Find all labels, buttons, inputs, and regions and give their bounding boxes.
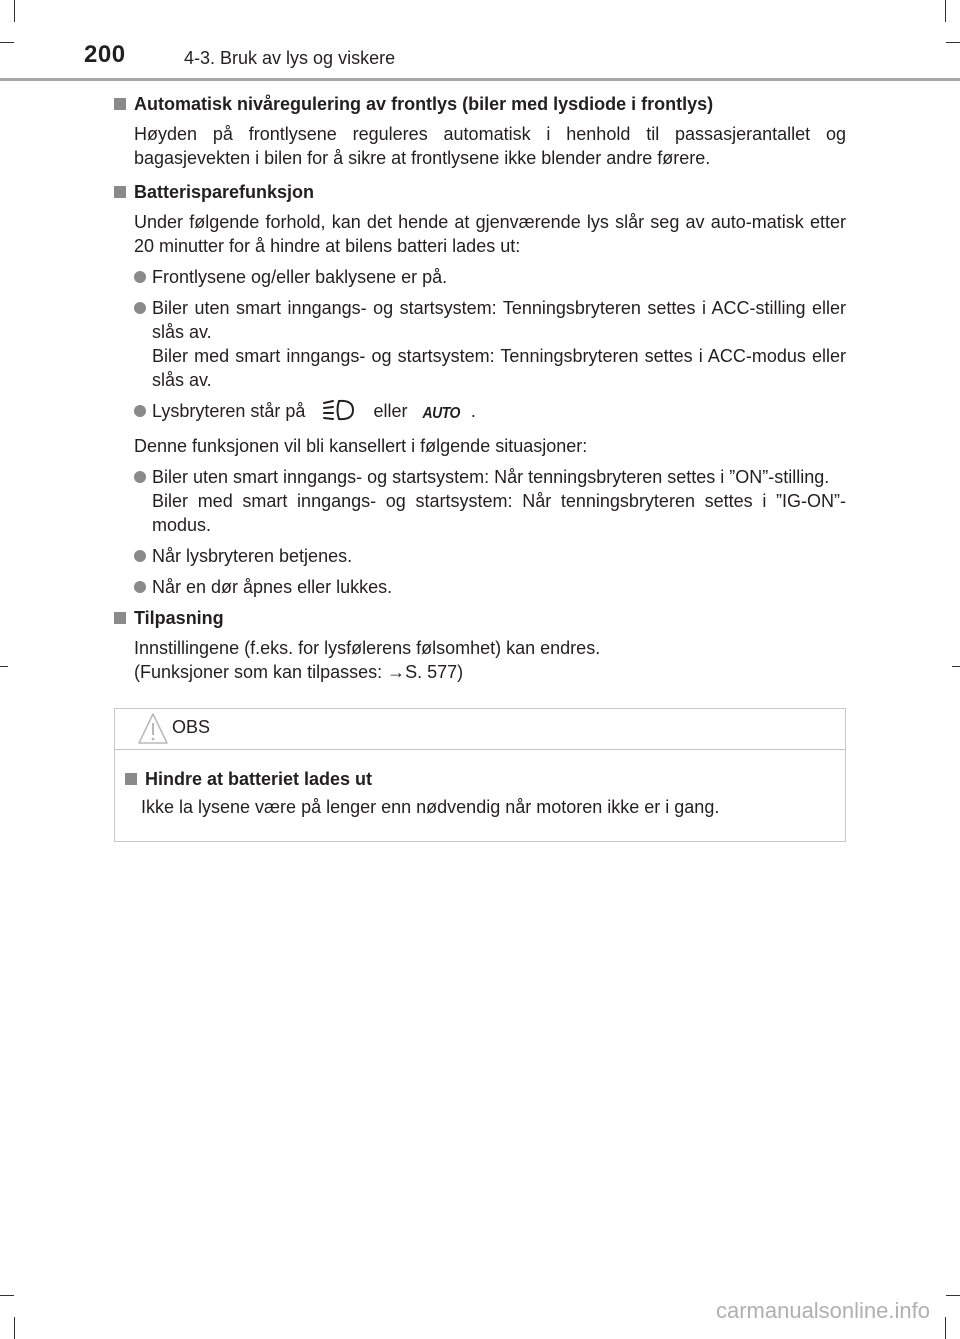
crop-mark — [0, 1295, 14, 1296]
list-item: Når lysbryteren betjenes. — [134, 544, 846, 568]
main-content — [114, 92, 846, 684]
list-item: Biler uten smart inngangs- og startsystem: Når tenningsbryteren settes i ”ON”-stilling. Biler med smart inngangs- og startsystem: Når tenningsbryteren settes i ”IG-ON”-modus. — [134, 465, 846, 537]
warning-triangle-icon — [137, 712, 169, 751]
page-number: 200 — [84, 41, 126, 68]
heading-text: Tilpasning — [134, 608, 224, 628]
heading-obs — [125, 767, 825, 791]
auto-mode-icon: AUTO — [422, 402, 460, 422]
paragraph-obs: Ikke la lysene være på lenger enn nødvendig når motoren ikke er i gang. — [141, 797, 720, 817]
heading-text: Automatisk nivåregulering av frontlys (biler med lysdiode i frontlys) — [134, 94, 714, 114]
crop-mark — [946, 1295, 960, 1296]
paragraph-auto-level: Høyden på frontlysene reguleres automatisk i henhold til passasjerantallet og bagasjevekten i bilen for å sikre at frontlysene ikke blender andre førere. — [134, 124, 846, 168]
crop-mark — [0, 666, 8, 667]
list-item: Frontlysene og/eller baklysene er på. — [134, 265, 846, 289]
list-item: Biler uten smart inngangs- og startsystem: Tenningsbryteren settes i ACC-stilling eller slås av. Biler med smart inngangs- og startsystem: Tenningsbryteren settes i ACC-modus eller slås av. — [134, 296, 846, 392]
heading-text: Hindre at batteriet lades ut — [145, 769, 373, 789]
crop-mark — [14, 1317, 15, 1339]
obs-notice-box — [114, 708, 846, 842]
paragraph-customization: Innstillingene (f.eks. for lysfølerens følsomhet) kan endres. (Funksjoner som kan tilpasses: →S. 577) — [134, 638, 601, 682]
square-bullet-icon — [114, 186, 126, 198]
round-bullet-icon — [134, 581, 146, 593]
heading-customization — [114, 606, 846, 630]
square-bullet-icon — [125, 773, 137, 785]
heading-battery-saver — [114, 180, 846, 204]
headlight-icon — [322, 399, 356, 427]
round-bullet-icon — [134, 302, 146, 314]
paragraph-battery-intro: Under følgende forhold, kan det hende at gjenværende lys slår seg av auto-matisk etter 20 minutter for å hindre at bilens batteri lades ut: — [134, 212, 846, 256]
crop-mark — [945, 1317, 946, 1339]
round-bullet-icon — [134, 471, 146, 483]
heading-auto-level — [114, 92, 846, 116]
header-rule — [0, 78, 960, 81]
section-title: 4-3. Bruk av lys og viskere — [184, 48, 396, 68]
list-item: Lysbryteren står på eller AUTO . — [134, 399, 846, 427]
list-item: Når en dør åpnes eller lukkes. — [134, 575, 846, 599]
square-bullet-icon — [114, 98, 126, 110]
paragraph-cancel-intro: Denne funksjonen vil bli kansellert i følgende situasjoner: — [134, 436, 588, 456]
page-header — [0, 0, 960, 80]
round-bullet-icon — [134, 550, 146, 562]
round-bullet-icon — [134, 271, 146, 283]
square-bullet-icon — [114, 612, 126, 624]
obs-header — [115, 709, 845, 750]
crop-mark — [952, 666, 960, 667]
obs-body — [125, 767, 825, 826]
heading-text: Batterisparefunksjon — [134, 182, 315, 202]
round-bullet-icon — [134, 405, 146, 417]
watermark: carmanualsonline.info — [715, 1298, 930, 1323]
obs-label: OBS — [172, 717, 211, 737]
